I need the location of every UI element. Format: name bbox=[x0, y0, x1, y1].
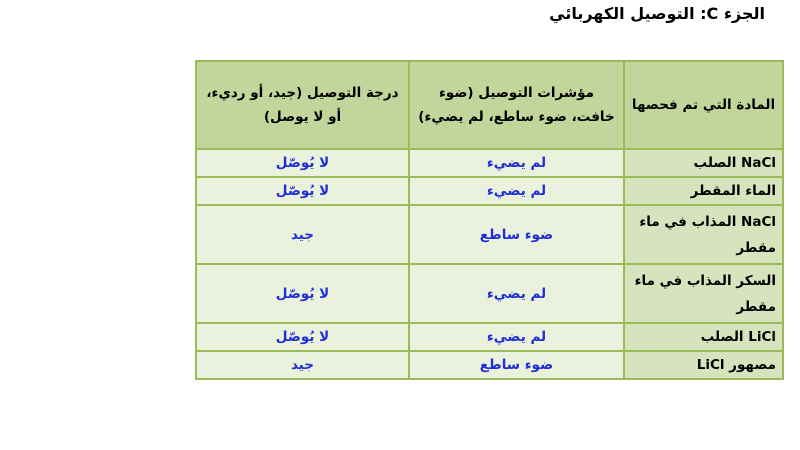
material-cell: السكر المذاب في ماء مقطر bbox=[624, 264, 783, 323]
section-heading: الجزء C: التوصيل الكهربائي bbox=[549, 4, 765, 23]
indicator-cell: ضوء ساطع bbox=[409, 351, 624, 379]
material-cell: NaCl الصلب bbox=[624, 149, 783, 177]
conductivity-table bbox=[195, 60, 784, 380]
indicator-cell: لم يضيء bbox=[409, 177, 624, 205]
table-row bbox=[196, 205, 783, 264]
indicator-cell: ضوء ساطع bbox=[409, 205, 624, 264]
material-cell: مصهور LiCl bbox=[624, 351, 783, 379]
indicator-cell: لم يضيء bbox=[409, 264, 624, 323]
indicator-cell: لم يضيء bbox=[409, 323, 624, 351]
table-row bbox=[196, 177, 783, 205]
degree-cell: لا يُوصّل bbox=[196, 323, 409, 351]
degree-cell: لا يُوصّل bbox=[196, 149, 409, 177]
material-cell: LiCl الصلب bbox=[624, 323, 783, 351]
header-indicator: مؤشرات التوصيل (ضوء خافت، ضوء ساطع، لم يضيء) bbox=[409, 61, 624, 149]
header-material: المادة التي تم فحصها bbox=[624, 61, 783, 149]
material-cell: NaCl المذاب في ماء مقطر bbox=[624, 205, 783, 264]
degree-cell: جيد bbox=[196, 351, 409, 379]
indicator-cell: لم يضيء bbox=[409, 149, 624, 177]
table-header-row bbox=[196, 61, 783, 149]
table-row bbox=[196, 351, 783, 379]
material-cell: الماء المقطر bbox=[624, 177, 783, 205]
table-row bbox=[196, 264, 783, 323]
table-row bbox=[196, 323, 783, 351]
degree-cell: لا يُوصّل bbox=[196, 264, 409, 323]
degree-cell: لا يُوصّل bbox=[196, 177, 409, 205]
degree-cell: جيد bbox=[196, 205, 409, 264]
header-degree: درجة التوصيل (جيد، أو رديء، أو لا يوصل) bbox=[196, 61, 409, 149]
table-row bbox=[196, 149, 783, 177]
